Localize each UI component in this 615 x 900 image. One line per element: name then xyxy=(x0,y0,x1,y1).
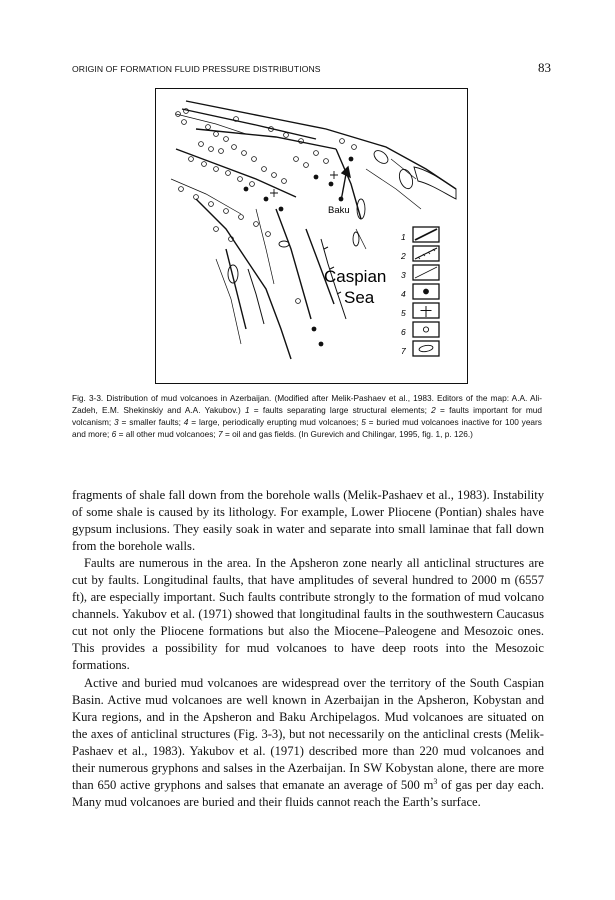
cubic-superscript: 3 xyxy=(433,776,438,786)
caption-source: (In Gurevich and Chilingar, 1995, fig. 1, p. 126.) xyxy=(298,429,473,439)
caption-item-number: 6 xyxy=(111,429,117,439)
legend-number-3: 3 xyxy=(401,270,406,280)
caption-label: Fig. 3-3. xyxy=(72,393,104,403)
legend-number-6: 6 xyxy=(401,327,406,337)
caption-item-desc: buried mud volcanoes inactive for 100 years and more; xyxy=(72,417,542,439)
caption-text: Distribution of mud volcanoes in Azerbaijan. (Modified after Melik-Pashaev et al., 1983. Editors of the map: A.A. Ali-Zadeh, E.M. Shekinskiy and A.A. Yakubov.) xyxy=(72,393,542,415)
caption-item-desc: oil and gas fields. xyxy=(232,429,297,439)
paragraph-3-tail: of gas per day each. Many mud volcanoes are buried and their fluids cannot reach the Earth’s surface. xyxy=(72,777,545,809)
paragraph-3-text: Active and buried mud volcanoes are widespread over the territory of the South Caspian Basin. Active mud volcanoes are well known in Azerbaijan in the Apsheron, Kobystan and Kura regions, and in the Apsheron and Baku Archipelagos. Mud volcanoes are situated on the axes of anticlinal structures (Fig. 3-3), but not necessarily on the anticlinal crests (Melik-Pashaev et al., 1983). Yakubov et al. (1971) described more than 220 mud volcanoes and their numerous gryphons and salses in the Azerbaijan. In SW Kobystan alone, there are more than 650 active gryphons and salses that emanate an average of 500 m xyxy=(72,675,544,792)
other-volcano-icon xyxy=(413,322,439,337)
legend-number-5: 5 xyxy=(401,308,406,318)
map-legend xyxy=(400,232,406,356)
baku-arrow xyxy=(341,167,350,201)
buried-volcanoes xyxy=(270,171,338,197)
body-text xyxy=(72,487,544,811)
legend-number-4: 4 xyxy=(401,289,406,299)
caption-item-desc: smaller faults; xyxy=(129,417,181,427)
page-number: 83 xyxy=(538,60,551,75)
caption-item-desc: all other mud volcanoes; xyxy=(125,429,216,439)
sea-label: Sea xyxy=(344,288,375,307)
paragraph-2: Faults are numerous in the area. In the Apsheron zone nearly all anticlinal structures are cut by faults. Longitudinal faults, that have amplitudes of several hundred to 2000 m (6557 ft), are especially important. Such faults contribute strongly to the formation of mud volcano channels. Yakubov et al. (1971) showed that longitudinal faults in the southwestern Caucasus cut not only the Pliocene formations but also the Miocene–Paleogene and Mesozoic ones. This provides a possibility for mud volcanoes to have deep roots into the Mesozoic formations. xyxy=(72,556,544,673)
caption-item-number: 4 xyxy=(183,417,189,427)
caspian-label: Caspian xyxy=(324,267,387,286)
legend-number-2: 2 xyxy=(401,251,406,261)
legend-number-1: 1 xyxy=(401,232,406,242)
azerbaijan-map xyxy=(156,89,469,385)
caption-item-number: 1 xyxy=(244,405,250,415)
large-erupting-volcanoes xyxy=(244,157,354,347)
legend-number-7: 7 xyxy=(401,346,406,356)
figure-map xyxy=(155,88,468,384)
paragraph-1: fragments of shale fall down from the borehole walls (Melik-Pashaev et al., 1983). Instability of some shale is caused by its lithology. For example, Lower Pliocene (Pontian) shales have gypsum inclusions. They easily soak in water and separate into small laminae that fall down from the borehole walls. xyxy=(72,488,544,554)
caption-item-number: 5 xyxy=(361,417,366,427)
running-head: ORIGIN OF FORMATION FLUID PRESSURE DISTRIBUTIONS xyxy=(72,64,321,74)
caption-item-number: 7 xyxy=(218,429,223,439)
oil-gas-field-icon xyxy=(413,341,439,356)
caption-item-desc: faults separating large structural elements; xyxy=(262,405,427,415)
caption-item-number: 2 xyxy=(431,405,436,415)
caption-item-desc: faults important for mud volcanism; xyxy=(72,405,543,427)
paragraph-3 xyxy=(72,675,544,811)
baku-label: Baku xyxy=(328,205,350,216)
figure-caption: Fig. 3-3. Distribution of mud volcanoes in Azerbaijan. (Modified after Melik-Pashaev et al., 1983. Editors of the map: A.A. Ali-Zadeh, E.M. Shekinskiy and A.A. Yakubov.) 1 = faults separating large structural elements; 2 = faults important for mud volcanism; 3 = smaller faults; 4 = large, periodically erupting mud volcanoes; 5 = buried mud volcanoes inactive for 100 years and more; 6 = all other mud volcanoes; 7 = oil and gas fields. (In Gurevich and Chilingar, 1995, fig. 1, p. 126.) xyxy=(72,393,543,439)
caption-item-number: 3 xyxy=(114,417,119,427)
caption-item-desc: large, periodically erupting mud volcanoes; xyxy=(198,417,359,427)
